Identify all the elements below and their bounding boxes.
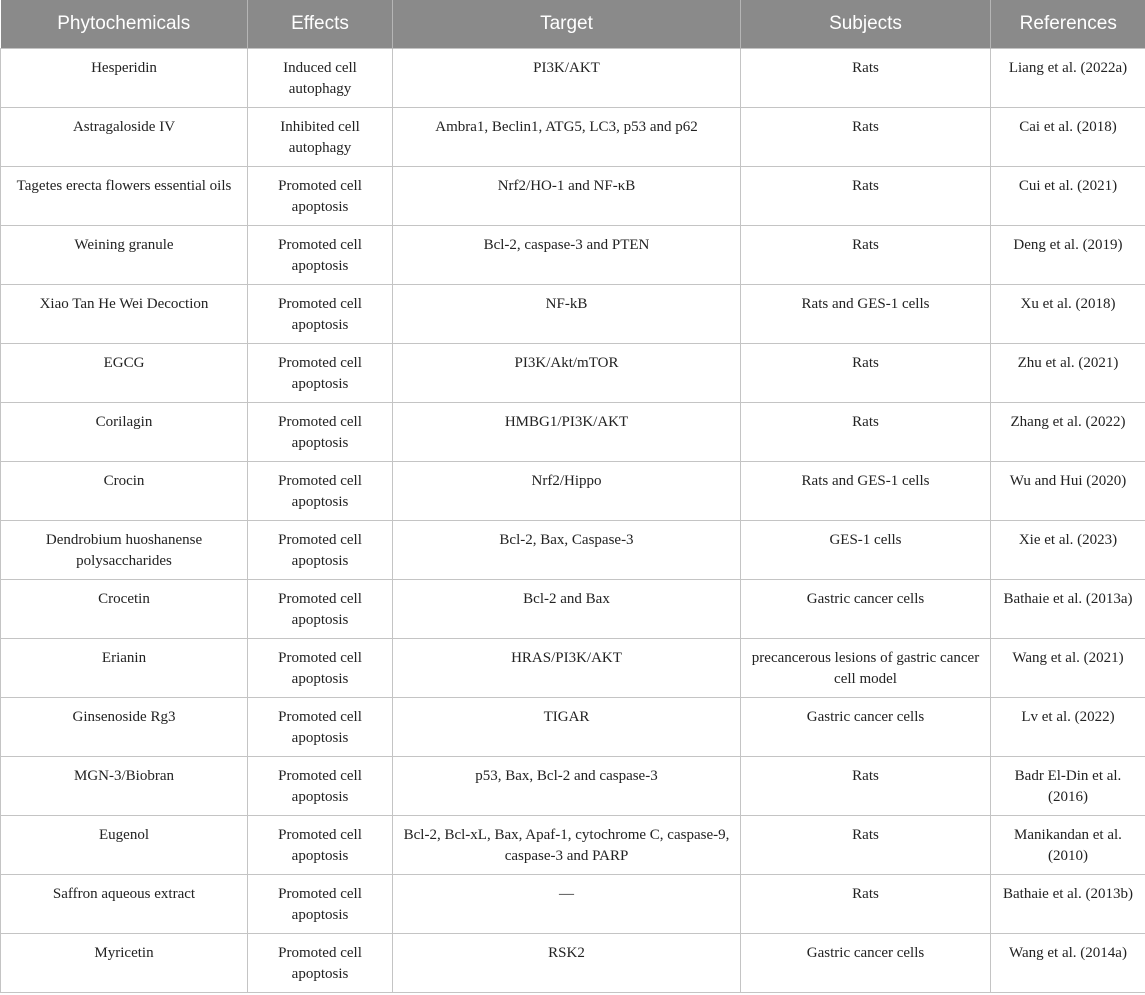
target-cell: Bcl-2 and Bax	[393, 579, 741, 638]
subjects-cell: Gastric cancer cells	[741, 579, 991, 638]
target-cell: Bcl-2, Bcl-xL, Bax, Apaf-1, cytochrome C, caspase-9, caspase-3 and PARP	[393, 815, 741, 874]
target-cell: Bcl-2, caspase-3 and PTEN	[393, 225, 741, 284]
table-row	[1, 933, 1145, 992]
subjects-cell: Rats	[741, 107, 991, 166]
target-cell: TIGAR	[393, 697, 741, 756]
phytochemical-cell: Hesperidin	[1, 48, 248, 107]
reference-cell: Badr El-Din et al. (2016)	[991, 756, 1145, 815]
reference-cell: Cui et al. (2021)	[991, 166, 1145, 225]
effects-cell: Promoted cell apoptosis	[248, 697, 393, 756]
phytochemical-cell: Saffron aqueous extract	[1, 874, 248, 933]
table-row	[1, 638, 1145, 697]
table-row	[1, 756, 1145, 815]
header-effects: Effects	[248, 0, 393, 48]
header-subjects: Subjects	[741, 0, 991, 48]
effects-cell: Promoted cell apoptosis	[248, 225, 393, 284]
reference-cell: Bathaie et al. (2013b)	[991, 874, 1145, 933]
phytochemical-cell: Crocetin	[1, 579, 248, 638]
reference-cell: Wang et al. (2021)	[991, 638, 1145, 697]
phytochemical-cell: MGN-3/Biobran	[1, 756, 248, 815]
target-cell: NF-kB	[393, 284, 741, 343]
reference-cell: Wu and Hui (2020)	[991, 461, 1145, 520]
table-row	[1, 697, 1145, 756]
target-cell: Bcl-2, Bax, Caspase-3	[393, 520, 741, 579]
effects-cell: Induced cell autophagy	[248, 48, 393, 107]
effects-cell: Promoted cell apoptosis	[248, 284, 393, 343]
table-row	[1, 461, 1145, 520]
table-row	[1, 343, 1145, 402]
header-references: References	[991, 0, 1145, 48]
subjects-cell: Rats	[741, 815, 991, 874]
target-cell: Ambra1, Beclin1, ATG5, LC3, p53 and p62	[393, 107, 741, 166]
reference-cell: Deng et al. (2019)	[991, 225, 1145, 284]
header-row	[1, 0, 1145, 48]
phytochemical-cell: EGCG	[1, 343, 248, 402]
table-row	[1, 284, 1145, 343]
phytochemical-cell: Tagetes erecta flowers essential oils	[1, 166, 248, 225]
phytochemical-cell: Myricetin	[1, 933, 248, 992]
phytochemical-cell: Xiao Tan He Wei Decoction	[1, 284, 248, 343]
table-body	[1, 48, 1145, 992]
reference-cell: Zhu et al. (2021)	[991, 343, 1145, 402]
phytochemical-cell: Weining granule	[1, 225, 248, 284]
effects-cell: Promoted cell apoptosis	[248, 166, 393, 225]
effects-cell: Promoted cell apoptosis	[248, 756, 393, 815]
reference-cell: Cai et al. (2018)	[991, 107, 1145, 166]
subjects-cell: Rats	[741, 402, 991, 461]
target-cell: —	[393, 874, 741, 933]
table-row	[1, 107, 1145, 166]
subjects-cell: Rats	[741, 343, 991, 402]
reference-cell: Liang et al. (2022a)	[991, 48, 1145, 107]
effects-cell: Promoted cell apoptosis	[248, 461, 393, 520]
table-row	[1, 579, 1145, 638]
target-cell: RSK2	[393, 933, 741, 992]
table-row	[1, 48, 1145, 107]
phytochemical-cell: Erianin	[1, 638, 248, 697]
reference-cell: Xie et al. (2023)	[991, 520, 1145, 579]
reference-cell: Wang et al. (2014a)	[991, 933, 1145, 992]
reference-cell: Lv et al. (2022)	[991, 697, 1145, 756]
table-row	[1, 815, 1145, 874]
subjects-cell: Rats and GES-1 cells	[741, 284, 991, 343]
effects-cell: Promoted cell apoptosis	[248, 402, 393, 461]
target-cell: Nrf2/Hippo	[393, 461, 741, 520]
phytochemical-cell: Dendrobium huoshanense polysaccharides	[1, 520, 248, 579]
table-row	[1, 520, 1145, 579]
effects-cell: Promoted cell apoptosis	[248, 815, 393, 874]
phytochemical-cell: Corilagin	[1, 402, 248, 461]
table-row	[1, 402, 1145, 461]
subjects-cell: Rats	[741, 874, 991, 933]
subjects-cell: Rats and GES-1 cells	[741, 461, 991, 520]
header-phytochemicals: Phytochemicals	[1, 0, 248, 48]
reference-cell: Zhang et al. (2022)	[991, 402, 1145, 461]
table-row	[1, 166, 1145, 225]
effects-cell: Promoted cell apoptosis	[248, 874, 393, 933]
effects-cell: Promoted cell apoptosis	[248, 343, 393, 402]
target-cell: HMBG1/PI3K/AKT	[393, 402, 741, 461]
target-cell: PI3K/Akt/mTOR	[393, 343, 741, 402]
reference-cell: Bathaie et al. (2013a)	[991, 579, 1145, 638]
table-header	[1, 0, 1145, 48]
target-cell: HRAS/PI3K/AKT	[393, 638, 741, 697]
subjects-cell: GES-1 cells	[741, 520, 991, 579]
target-cell: Nrf2/HO-1 and NF-κB	[393, 166, 741, 225]
subjects-cell: Rats	[741, 166, 991, 225]
reference-cell: Manikandan et al. (2010)	[991, 815, 1145, 874]
reference-cell: Xu et al. (2018)	[991, 284, 1145, 343]
effects-cell: Inhibited cell autophagy	[248, 107, 393, 166]
phytochemical-cell: Eugenol	[1, 815, 248, 874]
table-row	[1, 225, 1145, 284]
target-cell: p53, Bax, Bcl-2 and caspase-3	[393, 756, 741, 815]
phytochemical-cell: Astragaloside IV	[1, 107, 248, 166]
header-target: Target	[393, 0, 741, 48]
effects-cell: Promoted cell apoptosis	[248, 520, 393, 579]
subjects-cell: Gastric cancer cells	[741, 697, 991, 756]
subjects-cell: Rats	[741, 225, 991, 284]
phytochemical-cell: Crocin	[1, 461, 248, 520]
effects-cell: Promoted cell apoptosis	[248, 579, 393, 638]
subjects-cell: precancerous lesions of gastric cancer cell model	[741, 638, 991, 697]
effects-cell: Promoted cell apoptosis	[248, 638, 393, 697]
subjects-cell: Rats	[741, 48, 991, 107]
subjects-cell: Rats	[741, 756, 991, 815]
effects-cell: Promoted cell apoptosis	[248, 933, 393, 992]
target-cell: PI3K/AKT	[393, 48, 741, 107]
table-row	[1, 874, 1145, 933]
phytochemical-cell: Ginsenoside Rg3	[1, 697, 248, 756]
subjects-cell: Gastric cancer cells	[741, 933, 991, 992]
